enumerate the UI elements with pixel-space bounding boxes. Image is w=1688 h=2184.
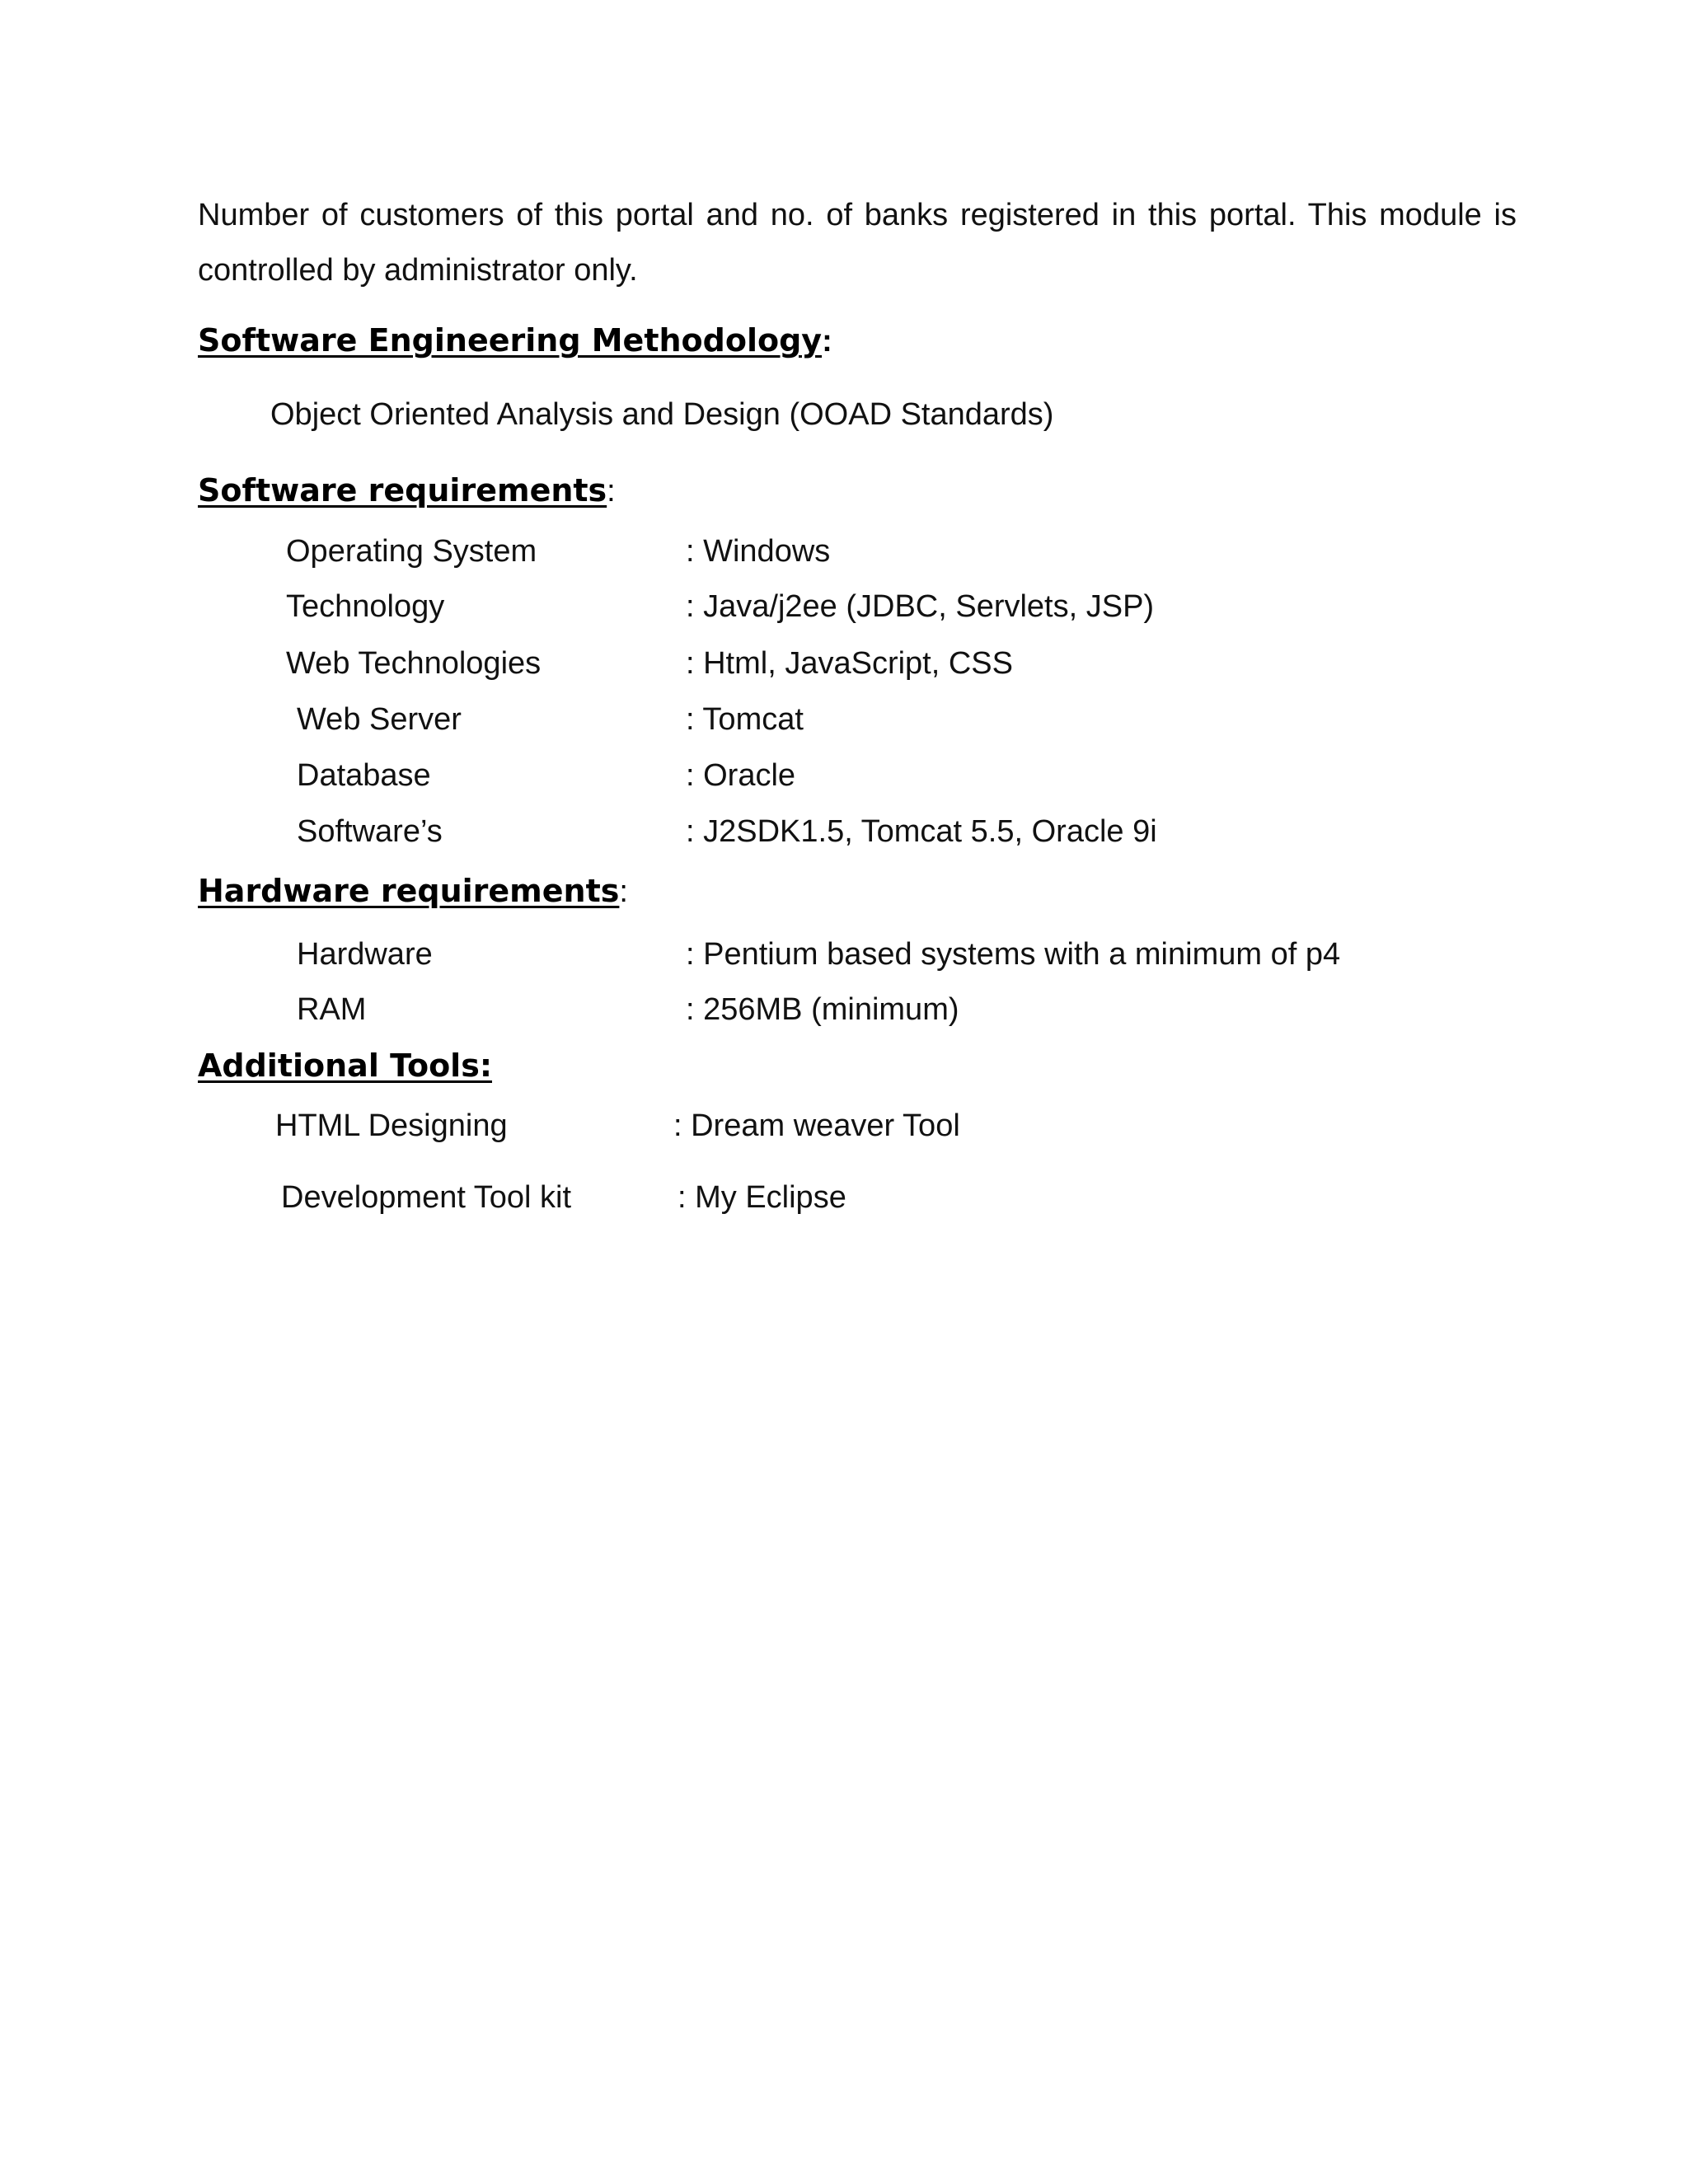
methodology-heading-colon: : [822, 324, 832, 359]
software-requirements-heading-text: Software requirements [198, 472, 607, 509]
software-requirements-heading [198, 471, 616, 510]
sw-req-label-web-server: Web Server [297, 702, 462, 737]
methodology-heading-text: Software Engineering Methodology [198, 322, 823, 359]
software-requirements-heading-colon: : [607, 474, 616, 509]
hardware-requirements-heading-text: Hardware requirements [198, 873, 620, 909]
sw-req-value-technology: : Java/j2ee (JDBC, Servlets, JSP) [686, 589, 1155, 624]
intro-line-1: Number of customers of this portal and no. of banks registered in this portal. This module is [198, 198, 1517, 232]
sw-req-value-softwares: : J2SDK1.5, Tomcat 5.5, Oracle 9i [686, 814, 1157, 849]
sw-req-label-web-technologies: Web Technologies [286, 646, 542, 681]
methodology-text: Object Oriented Analysis and Design (OOAD Standards) [270, 397, 1054, 432]
additional-tools-heading [198, 1047, 492, 1085]
hw-req-value-ram: : 256MB (minimum) [686, 992, 959, 1027]
hw-req-value-hardware: : Pentium based systems with a minimum of p4 [686, 937, 1341, 972]
sw-req-label-softwares: Software’s [297, 814, 443, 849]
additional-tools-heading-text: Additional Tools: [198, 1047, 493, 1084]
hardware-requirements-heading-colon: : [619, 874, 628, 909]
tools-value-html-designing: : Dream weaver Tool [673, 1108, 960, 1143]
tools-label-html-designing: HTML Designing [275, 1108, 508, 1143]
hw-req-label-hardware: Hardware [297, 937, 433, 972]
sw-req-value-web-server: : Tomcat [686, 702, 804, 737]
sw-req-value-web-technologies: : Html, JavaScript, CSS [686, 646, 1013, 681]
sw-req-value-os: : Windows [686, 534, 831, 569]
sw-req-value-database: : Oracle [686, 758, 796, 793]
hardware-requirements-heading [198, 872, 628, 911]
sw-req-label-database: Database [297, 758, 431, 793]
sw-req-label-technology: Technology [286, 589, 445, 624]
methodology-heading [198, 321, 832, 360]
tools-label-development-tool-kit: Development Tool kit [281, 1180, 572, 1215]
sw-req-label-os: Operating System [286, 534, 537, 569]
hw-req-label-ram: RAM [297, 992, 367, 1027]
tools-value-development-tool-kit: : My Eclipse [678, 1180, 846, 1215]
intro-line-2: controlled by administrator only. [198, 253, 638, 288]
